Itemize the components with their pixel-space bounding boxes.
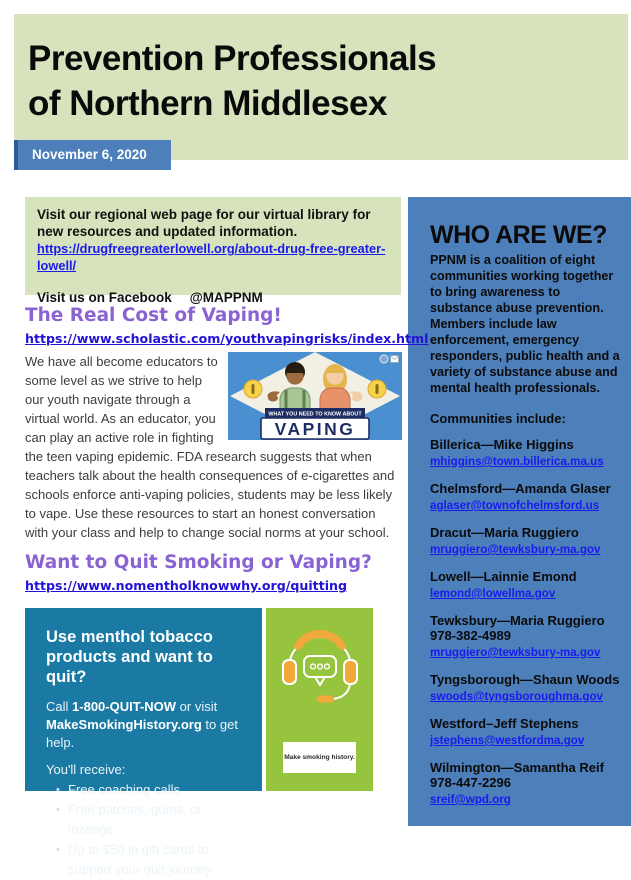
vaping-word-text: VAPING: [274, 419, 356, 439]
or-visit: or visit: [179, 699, 218, 714]
contact-email-link[interactable]: mruggiero@tewksbury-ma.gov: [430, 646, 601, 659]
contact-tyngsborough: [430, 672, 621, 705]
contact-name: Lowell—Lainnie Emond: [430, 569, 577, 584]
title-line-1: Prevention Professionals: [28, 39, 437, 78]
vaping-body-text: We have all become educators to some level as we strive to help our youth navigate through a virtual world. As an educator, you can play an active role in fighting the teen vaping epidemic. FDA research suggests that when teachers talk about the health consequences of e-cigarettes and schools enforce anti-vaping policies, students may be less likely to vape. Use these resources to start an honest conversation with your class and help to change social norms at your school.: [25, 354, 395, 540]
contact-email-link[interactable]: swoods@tyngsboroughma.gov: [430, 690, 603, 703]
contact-email-link[interactable]: aglaser@townofchelmsford.us: [430, 499, 600, 512]
contact-name: Westford–Jeff Stephens: [430, 716, 579, 731]
call-prefix: Call: [46, 699, 69, 714]
headset-icon: [277, 616, 363, 716]
facebook-line: [37, 289, 389, 306]
receive-label: You'll receive:: [46, 762, 126, 777]
quit-card-heading: Use menthol tobacco products and want to quit?: [46, 628, 213, 686]
quit-site: MakeSmokingHistory.org: [46, 717, 202, 732]
contact-dracut: [430, 525, 621, 558]
quit-cards-row: [25, 608, 402, 877]
get-help-suffix: to get help.: [46, 717, 238, 750]
communities-label: Communities include:: [430, 411, 566, 426]
quitting-link[interactable]: https://www.nomentholknowwhy.org/quitting: [25, 578, 348, 593]
contact-billerica: [430, 437, 621, 470]
masthead: [14, 14, 628, 160]
facebook-handle: @MAPPNM: [189, 290, 263, 305]
scholastic-link[interactable]: https://www.scholastic.com/youthvapingrisks/index.html: [25, 331, 429, 346]
issue-date-badge: November 6, 2020: [14, 140, 171, 170]
contact-lowell: [430, 569, 621, 602]
receive-item: • Up to $50 in gift cards to support your quit journey: [56, 840, 248, 880]
main-column: [25, 305, 429, 877]
contact-email-link[interactable]: jstephens@westfordma.gov: [430, 734, 585, 747]
contact-tewksbury: [430, 613, 621, 661]
newsletter-title: [28, 36, 436, 126]
sidebar-heading: WHO ARE WE?: [430, 221, 607, 249]
regional-library-link[interactable]: https://drugfreegreaterlowell.org/about-drug-free-greater-lowell/: [37, 241, 386, 273]
contact-name: Tyngsborough—Shaun Woods: [430, 672, 620, 687]
contact-name: Billerica—Mike Higgins: [430, 437, 574, 452]
vaping-kicker-text: WHAT YOU NEED TO KNOW ABOUT: [268, 411, 362, 418]
facebook-label: Visit us on Facebook: [37, 290, 172, 305]
quitline-phone: 1-800-QUIT-NOW: [72, 699, 177, 714]
contact-email-link[interactable]: lemond@lowellma.gov: [430, 587, 556, 600]
vaping-paragraph: [25, 352, 402, 542]
contact-email-link[interactable]: mhiggins@town.billerica.ma.us: [430, 455, 604, 468]
menthol-quit-card: [25, 608, 262, 877]
receive-item: • Free patches, gums, or lozenge: [56, 800, 248, 840]
contact-name: Dracut—Maria Ruggiero: [430, 525, 579, 540]
vaping-section-heading: The Real Cost of Vaping!: [25, 305, 282, 326]
receive-item: • Free coaching calls: [56, 780, 248, 800]
vaping-illustration: [228, 352, 402, 440]
contact-name: Tewksbury—Maria Ruggiero: [430, 613, 605, 628]
who-are-we-sidebar: [408, 197, 631, 826]
contact-phone: 978-447-2296: [430, 775, 511, 790]
quit-card-call-line: [46, 698, 248, 752]
contact-wilmington: [430, 760, 621, 808]
share-icon: [380, 355, 388, 363]
receive-list: [56, 780, 248, 880]
contact-chelmsford: [430, 481, 621, 514]
contact-westford: [430, 716, 621, 749]
contact-email-link[interactable]: sreif@wpd.org: [430, 793, 511, 806]
sidebar-description: PPNM is a coalition of eight communities working together to bring awareness to substance abuse prevention. Members include law enforcement, emergency responders, public health and a variety of substance abuse and mental health professionals.: [430, 253, 620, 395]
info-text: Visit our regional web page for our virtual library for new resources and updated information.: [37, 207, 371, 239]
title-line-2: of Northern Middlesex: [28, 84, 387, 123]
contact-phone: 978-382-4989: [430, 628, 511, 643]
quit-section-heading: Want to Quit Smoking or Vaping?: [25, 552, 372, 573]
contact-email-link[interactable]: mruggiero@tewksbury-ma.gov: [430, 543, 601, 556]
make-smoking-history-card: [266, 608, 373, 791]
regional-info-box: [25, 197, 401, 305]
promo-caption: Make smoking history.: [283, 742, 356, 773]
contact-name: Wilmington—Samantha Reif: [430, 760, 604, 775]
contact-name: Chelmsford—Amanda Glaser: [430, 481, 611, 496]
